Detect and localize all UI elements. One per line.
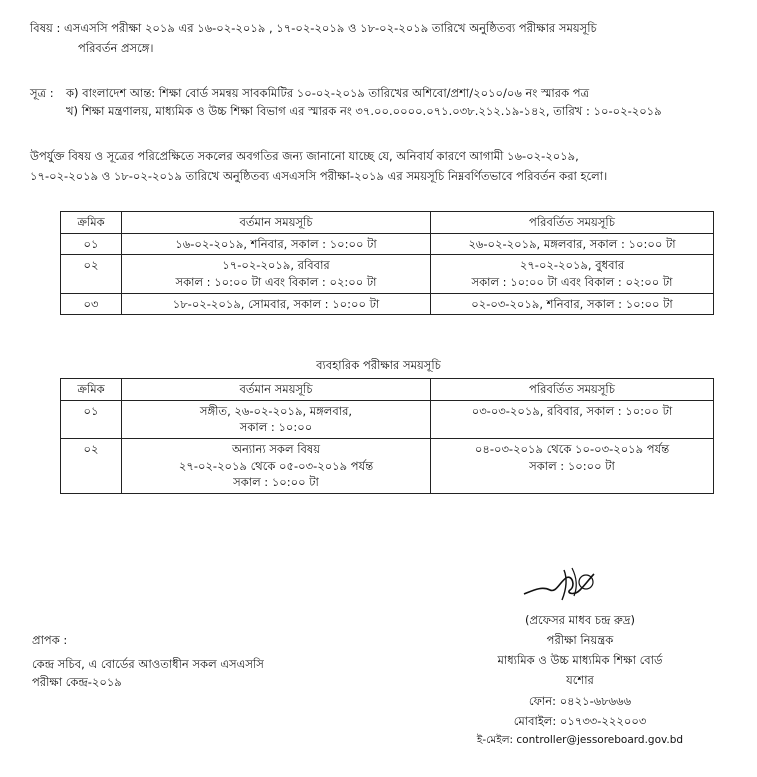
cell-changed [431,233,714,255]
cell-current [122,400,431,438]
cell-text: ২৬-০২-২০১৯, মঙ্গলবার, সকাল : ১০:০০ টা [468,236,676,251]
body-paragraph-line1: উপর্যুক্ত বিষয় ও সূত্রের পরিপ্রেক্ষিতে সকলের অবগতির জন্য জানানো যাচ্ছে যে, অনিবার্য কারণে আগামী ১৬-০২-২০১৯, [30,149,579,163]
cell-changed [431,255,714,293]
cell-text: ০৪-০৩-২০১৯ থেকে ১০-০৩-২০১৯ পর্যন্ত [474,442,670,457]
cell-current [122,233,431,255]
cell-text: ১৬-০২-২০১৯, শনিবার, সকাল : ১০:০০ টা [175,236,377,251]
schedule-table [60,211,714,315]
recipient-line: কেন্দ্র সচিব, এ বোর্ডের আওতাধীন সকল এসএসসি [32,657,264,671]
practical-schedule-table [60,378,714,494]
practical-schedule-title: ব্যবহারিক পরীক্ষার সময়সূচি [316,358,441,372]
recipient-label: প্রাপক : [32,633,68,647]
signatory-mobile: মোবাইল: ০১৭৩৩-২২২০০৩ [513,713,647,728]
cell-current [122,255,431,293]
cell-text: সঙ্গীত, ২৬-০২-২০১৯, মঙ্গলবার, [199,403,353,418]
header-changed: পরিবর্তিত সময়সূচি [431,212,714,234]
recipient-line-continued: পরীক্ষা কেন্দ্র-২০১৯ [32,675,122,689]
cell-text: ২৭-০২-২০১৯ থেকে ০৫-০৩-২০১৯ পর্যন্ত [178,458,374,473]
cell-serial: ০১ [61,233,122,255]
table-row [61,255,714,293]
cell-current [122,439,431,494]
table-row [61,439,714,494]
cell-text: সকাল : ১০:০০ [239,420,313,435]
header-serial: ক্রমিক [61,212,122,234]
signatory-email: ই-মেইল: controller@jessoreboard.gov.bd [476,733,684,746]
header-changed: পরিবর্তিত সময়সূচি [431,379,714,401]
table-header-row [61,379,714,401]
table-header-row [61,212,714,234]
body-paragraph-line2: ১৭-০২-২০১৯ ও ১৮-০২-২০১৯ তারিখে অনুষ্ঠিতব্য এসএসসি পরীক্ষা-২০১৯ এর সময়সূচি নিম্নবর্ণিতভাবে পরিবর্তন করা হলো। [30,169,608,183]
cell-serial: ০২ [61,439,122,494]
signatory-board: মাধ্যমিক ও উচ্চ মাধ্যমিক শিক্ষা বোর্ড [497,653,663,668]
signatory-phone: ফোন: ০৪২১-৬৮৬৬৬ [528,693,632,708]
subject-line-continued: পরিবর্তন প্রসঙ্গে। [78,41,154,55]
signatory-block [450,610,710,749]
signatory-name: (প্রফেসর মাধব চন্দ্র রুদ্র) [524,613,635,627]
cell-changed [431,400,714,438]
cell-text: সকাল : ১০:০০ টা [529,458,615,473]
cell-text: অন্যান্য সকল বিষয় [231,442,321,457]
cell-serial: ০৩ [61,293,122,315]
table-row [61,400,714,438]
header-serial: ক্রমিক [61,379,122,401]
header-current: বর্তমান সময়সূচি [122,379,431,401]
reference-a: ক) বাংলাদেশ আন্ত: শিক্ষা বোর্ড সমন্বয় সাবকমিটির ১০-০২-২০১৯ তারিখের অশিবো/প্রশা/২০১০/০৬ নং স্মারক পত্র [66,86,590,100]
cell-serial: ০২ [61,255,122,293]
table-row [61,233,714,255]
cell-text: ১৭-০২-২০১৯, রবিবার [222,258,330,273]
cell-text: সকাল : ১০:০০ টা [233,475,319,490]
subject-line: বিষয় : এসএসসি পরীক্ষা ২০১৯ এর ১৬-০২-২০১৯ , ১৭-০২-২০১৯ ও ১৮-০২-২০১৯ তারিখে অনুষ্ঠিতব্য পরীক্ষার সময়সূচি [30,21,597,35]
signatory-city: যশোর [566,673,594,688]
cell-text: ০২-০৩-২০১৯, শনিবার, সকাল : ১০:০০ টা [471,296,673,311]
signatory-designation: পরীক্ষা নিয়ন্ত্রক [546,633,614,648]
cell-text: ০৩-০৩-২০১৯, রবিবার, সকাল : ১০:০০ টা [471,403,673,418]
cell-changed [431,293,714,315]
cell-current [122,293,431,315]
cell-changed [431,439,714,494]
table-row [61,293,714,315]
signature-image [520,560,600,608]
reference-b: খ) শিক্ষা মন্ত্রণালয়, মাধ্যমিক ও উচ্চ শিক্ষা বিভাগ এর স্মারক নং ৩৭.০০.০০০০.০৭১.০৩৮.২১২.১৯-১৪২, তারিখ : ১০-০২-২০১৯ [66,104,662,118]
cell-text: ২৭-০২-২০১৯, বুধবার [519,258,625,273]
cell-text: সকাল : ১০:০০ টা এবং বিকাল : ০২:০০ টা [471,275,673,290]
cell-serial: ০১ [61,400,122,438]
cell-text: সকাল : ১০:০০ টা এবং বিকাল : ০২:০০ টা [175,275,377,290]
reference-label: সূত্র : [30,86,54,100]
cell-text: ১৮-০২-২০১৯, সোমবার, সকাল : ১০:০০ টা [172,296,380,311]
header-current: বর্তমান সময়সূচি [122,212,431,234]
